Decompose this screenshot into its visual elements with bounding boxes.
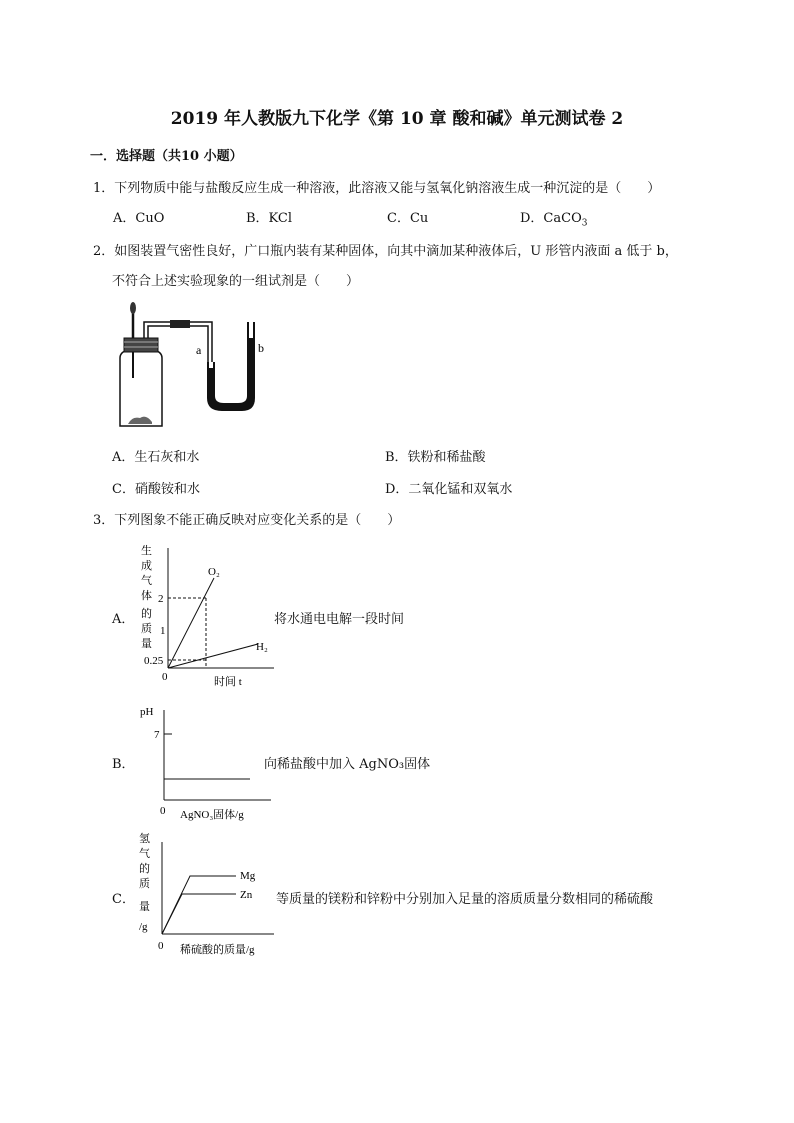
graph-b	[136, 700, 276, 825]
section-heading: 一．选择题（共10 小题）	[90, 149, 243, 164]
q3-option-b-letter: B．	[112, 757, 135, 772]
graph-c-origin: 0	[158, 940, 164, 952]
u-tube-label-b: b	[258, 341, 264, 355]
q3-option-c-desc: 等质量的镁粉和锌粉中分别加入足量的溶质质量分数相同的稀硫酸	[276, 892, 654, 907]
q2-option-a: A．生石灰和水	[112, 450, 200, 465]
graph-c-ylabel-2: 的	[139, 863, 150, 875]
q2-option-b: B．铁粉和稀盐酸	[385, 450, 486, 465]
graph-a-ylabel-1: 成	[141, 560, 152, 572]
graph-c-ylabel-5: /g	[139, 921, 148, 933]
graph-a-ylabel-0: 生	[141, 545, 152, 557]
q3-option-b-desc: 向稀盐酸中加入 AgNO₃固体	[264, 757, 431, 772]
graph-a-line-h2	[168, 644, 258, 668]
graph-a-tick-025: 0.25	[144, 655, 164, 667]
graph-c-xlabel: 稀硫酸的质量/g	[180, 944, 255, 956]
graph-c-series-mg: Mg	[240, 870, 256, 882]
graph-c-ylabel-0: 氢	[139, 833, 150, 845]
graph-a-xlabel: 时间 t	[214, 676, 242, 688]
graph-a-line-o2	[168, 578, 214, 668]
q1-option-d: D．CaCO$_3$	[520, 211, 588, 229]
graph-a-series-o2: O₂	[208, 566, 220, 578]
solid-reagent	[128, 417, 152, 424]
q2-option-c: C．硝酸铵和水	[112, 482, 200, 497]
graph-a-tick-1: 1	[160, 625, 166, 637]
graph-a-series-h2: H₂	[256, 641, 268, 653]
graph-c	[136, 828, 278, 958]
question-1-stem: 1．下列物质中能与盐酸反应生成一种溶液，此溶液又能与氢氧化钠溶液生成一种沉淀的是（ ）	[93, 181, 661, 196]
graph-a-origin: 0	[162, 671, 168, 683]
jar-body	[120, 350, 162, 426]
graph-b-xlabel: AgNO₃固体/g	[180, 809, 244, 821]
q3-option-a-desc: 将水通电电解一段时间	[274, 612, 405, 627]
q3-option-a-letter: A．	[112, 612, 135, 627]
question-2-stem-line2: 不符合上述实验现象的一组试剂是（ ）	[112, 274, 360, 289]
graph-c-ylabel-3: 质	[139, 878, 150, 890]
graph-a-ylabel-4: 的	[141, 608, 152, 620]
q1-option-c: C．Cu	[387, 211, 429, 226]
q1-option-b: B．KCl	[246, 211, 293, 226]
question-3-stem: 3．下列图象不能正确反映对应变化关系的是（ ）	[93, 513, 401, 528]
graph-a	[136, 540, 276, 690]
apparatus-diagram	[108, 298, 278, 430]
u-tube-label-a: a	[196, 343, 202, 357]
jar-stopper	[124, 338, 158, 352]
graph-a-tick-2: 2	[158, 593, 164, 605]
graph-a-ylabel-6: 量	[141, 638, 152, 650]
question-2-stem-line1: 2．如图装置气密性良好，广口瓶内装有某种固体，向其中滴加某种液体后，U 形管内液面 a 低于 b，	[93, 244, 678, 259]
graph-a-ylabel-3: 体	[141, 590, 152, 602]
graph-b-tick-7: 7	[154, 729, 160, 741]
graph-c-ylabel-1: 气	[139, 848, 150, 860]
graph-c-series-zn: Zn	[240, 889, 253, 901]
q3-option-c-letter: C．	[112, 892, 135, 907]
dropper-bulb	[130, 302, 136, 314]
graph-b-origin: 0	[160, 805, 166, 817]
graph-a-ylabel-2: 气	[141, 575, 152, 587]
page-title: 2019 年人教版九下化学《第 10 章 酸和碱》单元测试卷 2	[170, 109, 624, 129]
graph-b-ylabel: pH	[140, 706, 154, 718]
graph-c-line-mg	[162, 876, 236, 934]
rubber-connector	[170, 320, 190, 328]
graph-c-line-zn	[162, 894, 236, 934]
graph-c-ylabel-4: 量	[139, 901, 150, 913]
q2-option-d: D．二氧化锰和双氧水	[385, 482, 513, 497]
graph-a-ylabel-5: 质	[141, 623, 152, 635]
q1-option-a: A．CuO	[113, 211, 165, 226]
